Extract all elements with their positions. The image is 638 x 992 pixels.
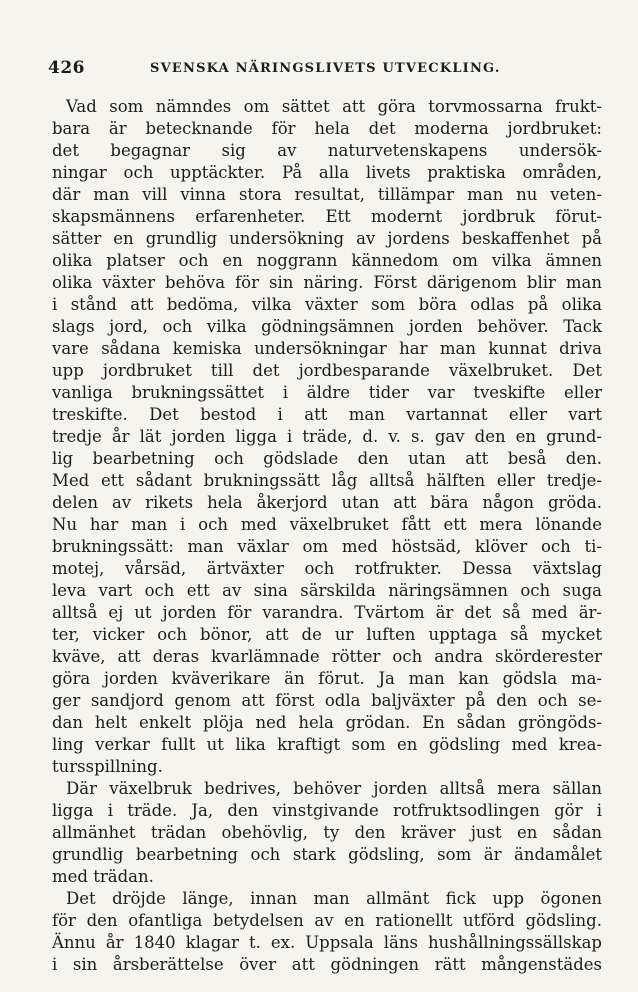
text-line: för den ofantliga betydelsen av en rationellt utförd gödsling. — [52, 911, 602, 930]
text-line: treskifte. Det bestod i att man vartannat eller vart — [52, 405, 602, 424]
text-line: Nu har man i och med växelbruket fått ett mera lönande — [52, 515, 602, 534]
running-head: SVENSKA NÄRINGSLIVETS UTVECKLING. — [150, 61, 501, 76]
text-line: Ännu år 1840 klagar t. ex. Uppsala läns hushållningssällskap — [52, 933, 602, 952]
text-line: sätter en grundlig undersökning av jordens beskaffenhet på — [52, 229, 602, 248]
text-line: ligga i träde. Ja, den vinstgivande rotfruktsodlingen gör i — [52, 801, 602, 820]
text-line: brukningssätt: man växlar om med höstsäd, klöver och ti- — [52, 537, 602, 556]
text-line: med trädan. — [52, 867, 154, 886]
text-line: ningar och upptäckter. På alla livets praktiska områden, — [52, 163, 602, 182]
text-line: kväve, att deras kvarlämnade rötter och andra skörderester — [52, 647, 602, 666]
text-line: upp jordbruket till det jordbesparande växelbruket. Det — [52, 361, 602, 380]
text-line: ger sandjord genom att först odla baljväxter på den och se- — [52, 691, 602, 710]
text-line: i stånd att bedöma, vilka växter som böra odlas på olika — [52, 295, 602, 314]
text-line: göra jorden kväverikare än förut. Ja man kan gödsla ma- — [52, 669, 602, 688]
text-line: ling verkar fullt ut lika kraftigt som en gödsling med krea- — [52, 735, 602, 754]
text-line: tursspillning. — [52, 757, 163, 776]
text-line: Det dröjde länge, innan man allmänt fick upp ögonen — [66, 889, 602, 908]
text-line: olika platser och en noggrann kännedom om vilka ämnen — [52, 251, 602, 270]
text-line: Vad som nämndes om sättet att göra torvmossarna frukt- — [66, 97, 602, 116]
text-line: allmänhet trädan obehövlig, ty den kräver just en sådan — [52, 823, 602, 842]
text-line: ter, vicker och bönor, att de ur luften upptaga så mycket — [52, 625, 602, 644]
page-header — [48, 58, 608, 82]
text-line: skapsmännens erfarenheter. Ett modernt jordbruk förut- — [52, 207, 602, 226]
text-line: bara är betecknande för hela det moderna jordbruket: — [52, 119, 602, 138]
text-line: alltså ej ut jorden för varandra. Tvärtom är det så med är- — [52, 603, 602, 622]
text-line: olika växter behöva för sin näring. Först därigenom blir man — [52, 273, 602, 292]
text-line: Där växelbruk bedrives, behöver jorden alltså mera sällan — [66, 779, 602, 798]
text-line: delen av rikets hela åkerjord utan att bära någon gröda. — [52, 493, 602, 512]
text-line: dan helt enkelt plöja ned hela grödan. En sådan gröngöds- — [52, 713, 602, 732]
text-line: vare sådana kemiska undersökningar har man kunnat driva — [52, 339, 602, 358]
text-line: lig bearbetning och gödslade den utan att beså den. — [52, 449, 602, 468]
text-line: grundlig bearbetning och stark gödsling, som är ändamålet — [52, 845, 602, 864]
text-line: Med ett sådant brukningssätt låg alltså hälften eller tredje- — [52, 471, 602, 490]
text-line: där man vill vinna stora resultat, tillämpar man nu veten- — [52, 185, 602, 204]
text-line: i sin årsberättelse över att gödningen rätt mångenstädes — [52, 955, 602, 974]
text-line: leva vart och ett av sina särskilda näringsämnen och suga — [52, 581, 602, 600]
text-line: tredje år lät jorden ligga i träde, d. v. s. gav den en grund- — [52, 427, 602, 446]
text-line: det begagnar sig av naturvetenskapens undersök- — [52, 141, 602, 160]
text-line: vanliga brukningssättet i äldre tider var tveskifte eller — [52, 383, 602, 402]
body-text — [52, 96, 602, 976]
text-line: slags jord, och vilka gödningsämnen jorden behöver. Tack — [52, 317, 602, 336]
page-number: 426 — [48, 58, 85, 78]
text-line: motej, vårsäd, ärtväxter och rotfrukter. Dessa växtslag — [52, 559, 602, 578]
